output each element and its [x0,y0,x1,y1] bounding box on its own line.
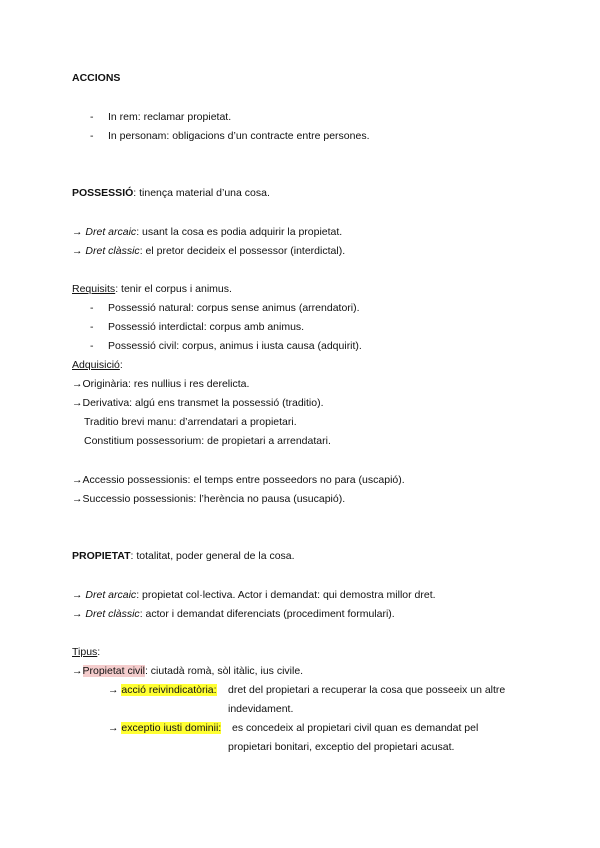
dret-classic-text: : el pretor decideix el possessor (interdictal). [139,245,346,257]
derivativa-text: Derivativa: algú ens transmet la possessió (traditio). [82,397,324,409]
arrow-icon: → [108,684,119,696]
traditio-line: Traditio brevi manu: d’arrendatari a propietari. [84,416,297,428]
dret-classic-text: : actor i demandat diferenciats (procediment formulari). [139,608,395,620]
dash-bullet: - [90,130,94,142]
dret-classic-label: Dret clàssic [85,608,140,620]
exceptio-text-line-1: es concedeix al propietari civil quan es demandat pel [232,722,479,734]
propietat-civil-label: Propietat civil [82,665,145,677]
originaria-line [72,378,249,391]
dash-bullet: - [90,321,94,333]
accio-text-line-1: dret del propietari a recuperar la cosa que posseeix un altre [228,684,506,696]
list-item [90,111,94,124]
adquisicio-line [72,359,123,372]
arrow-icon: → [72,665,83,677]
section-title-accions: ACCIONS [72,72,121,84]
propietat-dret-arcaic [72,589,436,602]
possessio-definition: : tinença material d’una cosa. [133,187,270,199]
successio-text: Successio possessionis: l’herència no pausa (usucapió). [82,493,346,505]
list-item-text: Possessió natural: corpus sense animus (arrendatori). [108,302,360,314]
list-item-text: Possessió interdictal: corpus amb animus. [108,321,305,333]
section-title-propietat: PROPIETAT [72,550,131,562]
arrow-icon: → [72,589,83,601]
propietat-dret-classic [72,608,395,621]
requisits-line [72,283,232,296]
exceptio-line [108,722,221,735]
arrow-icon: → [72,493,83,505]
requisits-text: : tenir el corpus i animus. [115,283,232,295]
dret-arcaic-label: Dret arcaic [85,226,137,238]
dret-classic-label: Dret clàssic [85,245,140,257]
dret-arcaic-text: : usant la cosa es podia adquirir la propietat. [136,226,343,238]
accio-reivindicatoria-line [108,684,217,697]
dash-bullet: - [90,111,94,123]
adquisicio-label: Adquisició [72,359,120,371]
exceptio-label: exceptio iusti dominii: [121,722,222,734]
tipus-line [72,646,100,659]
dret-arcaic-label: Dret arcaic [85,589,137,601]
list-item [90,321,94,334]
dash-bullet: - [90,302,94,314]
arrow-icon: → [72,397,83,409]
list-item [90,340,94,353]
arrow-icon: → [108,722,119,734]
propietat-heading [72,550,295,563]
list-item-text: In rem: reclamar propietat. [108,111,232,123]
dret-arcaic-text: : propietat col·lectiva. Actor i demandat: qui demostra millor dret. [136,589,436,601]
dash-bullet: - [90,340,94,352]
accio-text-line-2: indevidament. [228,703,294,715]
accessio-line [72,474,405,487]
tipus-colon: : [97,646,101,658]
possessio-dret-classic [72,245,345,258]
arrow-icon: → [72,608,83,620]
possessio-dret-arcaic [72,226,342,239]
adquisicio-colon: : [119,359,123,371]
successio-line [72,493,345,506]
propietat-civil-line [72,665,303,678]
derivativa-line [72,397,324,410]
requisits-label: Requisits [72,283,116,295]
accessio-text: Accessio possessionis: el temps entre posseedors no para (uscapió). [82,474,405,486]
exceptio-text-line-2: propietari bonitari, exceptio del propietari acusat. [228,741,455,753]
list-item-text: Possessió civil: corpus, animus i iusta causa (adquirit). [108,340,362,352]
section-title-possessio: POSSESSIÓ [72,187,134,199]
accio-reivindicatoria-label: acció reivindicatòria: [121,684,217,696]
arrow-icon: → [72,474,83,486]
list-item [90,302,94,315]
propietat-definition: : totalitat, poder general de la cosa. [130,550,295,562]
list-item [90,130,94,143]
constitium-line: Constitium possessorium: de propietari a arrendatari. [84,435,331,447]
list-item-text: In personam: obligacions d’un contracte entre persones. [108,130,370,142]
possessio-heading [72,187,270,200]
originaria-text: Originària: res nullius i res derelicta. [82,378,250,390]
arrow-icon: → [72,245,83,257]
arrow-icon: → [72,378,83,390]
propietat-civil-text: : ciutadà romà, sòl itàlic, ius civile. [144,665,304,677]
arrow-icon: → [72,226,83,238]
tipus-label: Tipus [72,646,98,658]
